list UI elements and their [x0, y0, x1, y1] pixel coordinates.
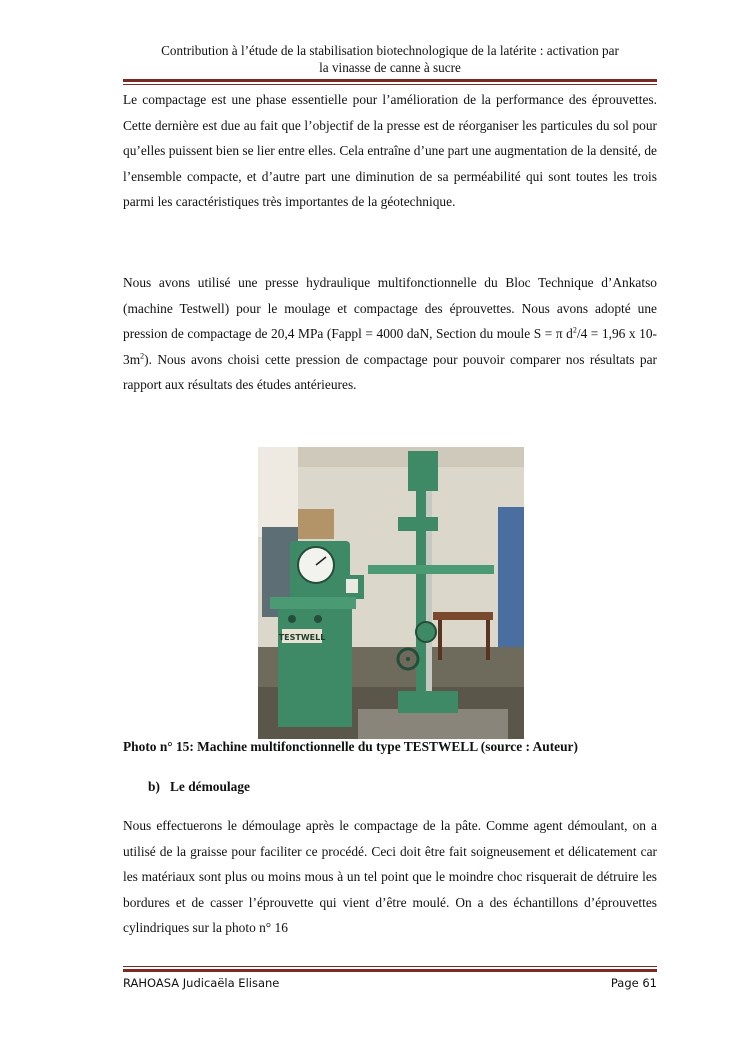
header-rule-thin: [123, 84, 657, 85]
running-header: [123, 42, 657, 76]
header-rule-thick: [123, 79, 657, 82]
paragraph-presse: Nous avons utilisé une presse hydraulique multifonctionnelle du Bloc Technique d’Ankatso (machine Testwell) pour le moulage et compactage des éprouvettes. Nous avons adopté une pression de compactage de 20,4 MPa (Fappl = 4000 daN, Section du moule S = π $d^2/4 = 1,96$ x $10-3m^2$). Nous avons choisi cette pression de compactage pour pouvoir comparer nos résultats par rapport aux résultats des études antérieures.: [123, 275, 657, 393]
header-line-1: Contribution à l’étude de la stabilisation biotechnologique de la latérite : activation par: [161, 43, 619, 58]
paragraph-compactage: Le compactage est une phase essentielle pour l’amélioration de la performance des éprouvettes. Cette dernière est due au fait que l’objectif de la presse est de réorganiser les particules du sol pour qu’elles puissent bien se lier entre elles. Cela entraîne d’une part une augmentation de la densité, de l’ensemble compacte, et d’autre part une diminution de sa perméabilité qui sont toutes les trois parmi les caractéristiques très importantes de la géotechnique.: [123, 92, 657, 210]
photo-caption: Photo n° 15: Machine multifonctionnelle du type TESTWELL (source : Auteur): [123, 739, 578, 754]
testwell-machine-photo: [258, 447, 524, 739]
footer-author: RAHOASA Judicaëla Elisane: [123, 976, 280, 990]
footer-rule-thin: [123, 966, 657, 967]
subsection-title: Le démoulage: [170, 779, 250, 794]
paragraph-demoulage: Nous effectuerons le démoulage après le compactage de la pâte. Comme agent démoulant, on a utilisé de la graisse pour faciliter ce procédé. Ceci doit être fait soigneusement et délicatement car les matériaux sont plus ou moins mous à un tel point que le moindre choc risquerait de détruire les bordures et de casser l’éprouvette qui vient d’être moulé. On a des échantillons d’éprouvettes cylindriques sur la photo n° 16: [123, 818, 657, 936]
subsection-number: b): [148, 779, 160, 794]
testwell-label: TESTWELL: [278, 633, 326, 642]
footer-page-number: Page 61: [610, 976, 657, 990]
footer-rule-thick: [123, 969, 657, 972]
header-line-2: la vinasse de canne à sucre: [319, 60, 461, 75]
testwell-machine-illustration: [258, 447, 524, 739]
subsection-heading: [148, 779, 250, 795]
